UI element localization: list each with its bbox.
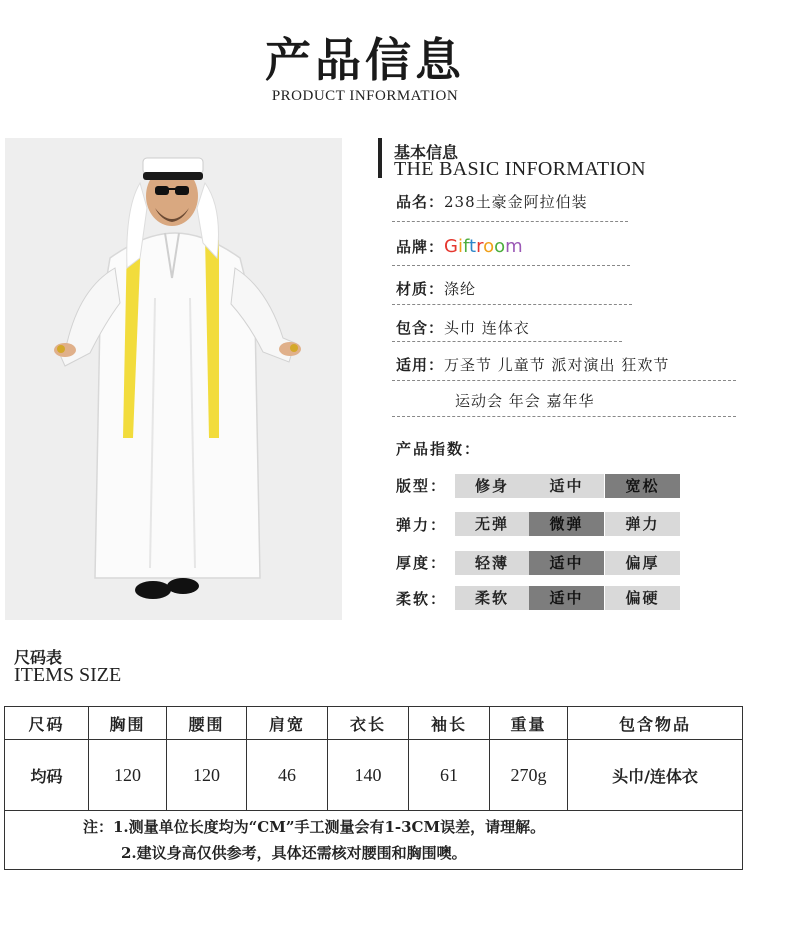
index-thickness-option-1: 轻薄 [455, 551, 529, 575]
info-row-name [396, 191, 588, 212]
brand-label: 品牌： [396, 238, 445, 256]
index-stretch-option-3: 弹力 [605, 512, 680, 536]
size-title-en: ITEMS SIZE [14, 664, 122, 686]
table-cell: 均码 [5, 740, 89, 811]
section-accent-bar [378, 138, 382, 178]
index-softness-option-2-selected: 适中 [529, 586, 604, 610]
table-header-cell: 袖长 [409, 707, 490, 740]
index-label-stretch: 弹力： [396, 516, 448, 534]
table-cell: 61 [409, 740, 490, 811]
size-table [4, 706, 743, 870]
table-note-row [5, 811, 743, 870]
divider [392, 304, 632, 305]
table-header-cell: 腰围 [167, 707, 247, 740]
divider [392, 221, 628, 222]
page-title: 产品信息 [265, 33, 465, 87]
table-cell: 46 [247, 740, 328, 811]
size-title-cn: 尺码表 [14, 648, 63, 667]
table-row [5, 740, 743, 811]
index-fit-option-2: 适中 [529, 474, 604, 498]
index-fit-option-3-selected: 宽松 [605, 474, 680, 498]
table-header-cell: 肩宽 [247, 707, 328, 740]
index-label-thickness: 厚度： [396, 554, 448, 572]
info-row-brand [396, 236, 523, 257]
indices-title: 产品指数： [396, 440, 482, 458]
material-label: 材质： [396, 280, 445, 298]
basic-info-title-cn: 基本信息 [394, 143, 459, 162]
divider [392, 416, 736, 417]
index-thickness-option-2-selected: 适中 [529, 551, 604, 575]
index-fit-option-1: 修身 [455, 474, 529, 498]
index-stretch-option-2-selected: 微弹 [529, 512, 604, 536]
index-label-softness: 柔软： [396, 590, 448, 608]
includes-label: 包含： [396, 319, 445, 337]
product-photo [5, 138, 342, 620]
note-line-1: 注：1.测量单位长度均为“CM”手工测量会有1-3CM误差，请理解。 [83, 818, 546, 836]
info-row-usage-cont [455, 390, 595, 411]
index-softness-option-3: 偏硬 [605, 586, 680, 610]
name-value: 238土豪金阿拉伯装 [444, 193, 588, 211]
index-label-fit: 版型： [396, 477, 448, 495]
table-note-cell [5, 811, 743, 870]
table-header-cell: 衣长 [328, 707, 409, 740]
table-header-row [5, 707, 743, 740]
arab-costume-model-illustration [5, 138, 342, 620]
table-cell: 140 [328, 740, 409, 811]
table-cell: 120 [89, 740, 167, 811]
usage-label: 适用： [396, 356, 445, 374]
table-header-cell: 胸围 [89, 707, 167, 740]
info-row-material [396, 278, 476, 299]
table-header-cell: 包含物品 [568, 707, 743, 740]
table-cell: 120 [167, 740, 247, 811]
material-value: 涤纶 [444, 280, 477, 298]
index-thickness-option-3: 偏厚 [605, 551, 680, 575]
name-label: 品名： [396, 193, 445, 211]
brand-logo: Giftroom [444, 236, 523, 257]
table-cell: 头巾/连体衣 [568, 740, 743, 811]
usage-value-line1: 万圣节 儿童节 派对演出 狂欢节 [444, 356, 670, 374]
divider [392, 341, 622, 342]
divider [392, 380, 736, 381]
usage-value-line2: 运动会 年会 嘉年华 [455, 392, 595, 410]
info-row-includes [396, 317, 530, 338]
page-subtitle: PRODUCT INFORMATION [271, 88, 459, 104]
note-line-2: 2.建议身高仅供参考，具体还需核对腰围和胸围噢。 [121, 844, 467, 862]
index-softness-option-1: 柔软 [455, 586, 529, 610]
basic-info-title-en: THE BASIC INFORMATION [394, 158, 646, 180]
table-header-cell: 重量 [490, 707, 568, 740]
divider [392, 265, 630, 266]
index-stretch-option-1: 无弹 [455, 512, 529, 536]
info-row-usage [396, 354, 669, 375]
includes-value: 头巾 连体衣 [444, 319, 530, 337]
table-cell: 270g [490, 740, 568, 811]
table-header-cell: 尺码 [5, 707, 89, 740]
